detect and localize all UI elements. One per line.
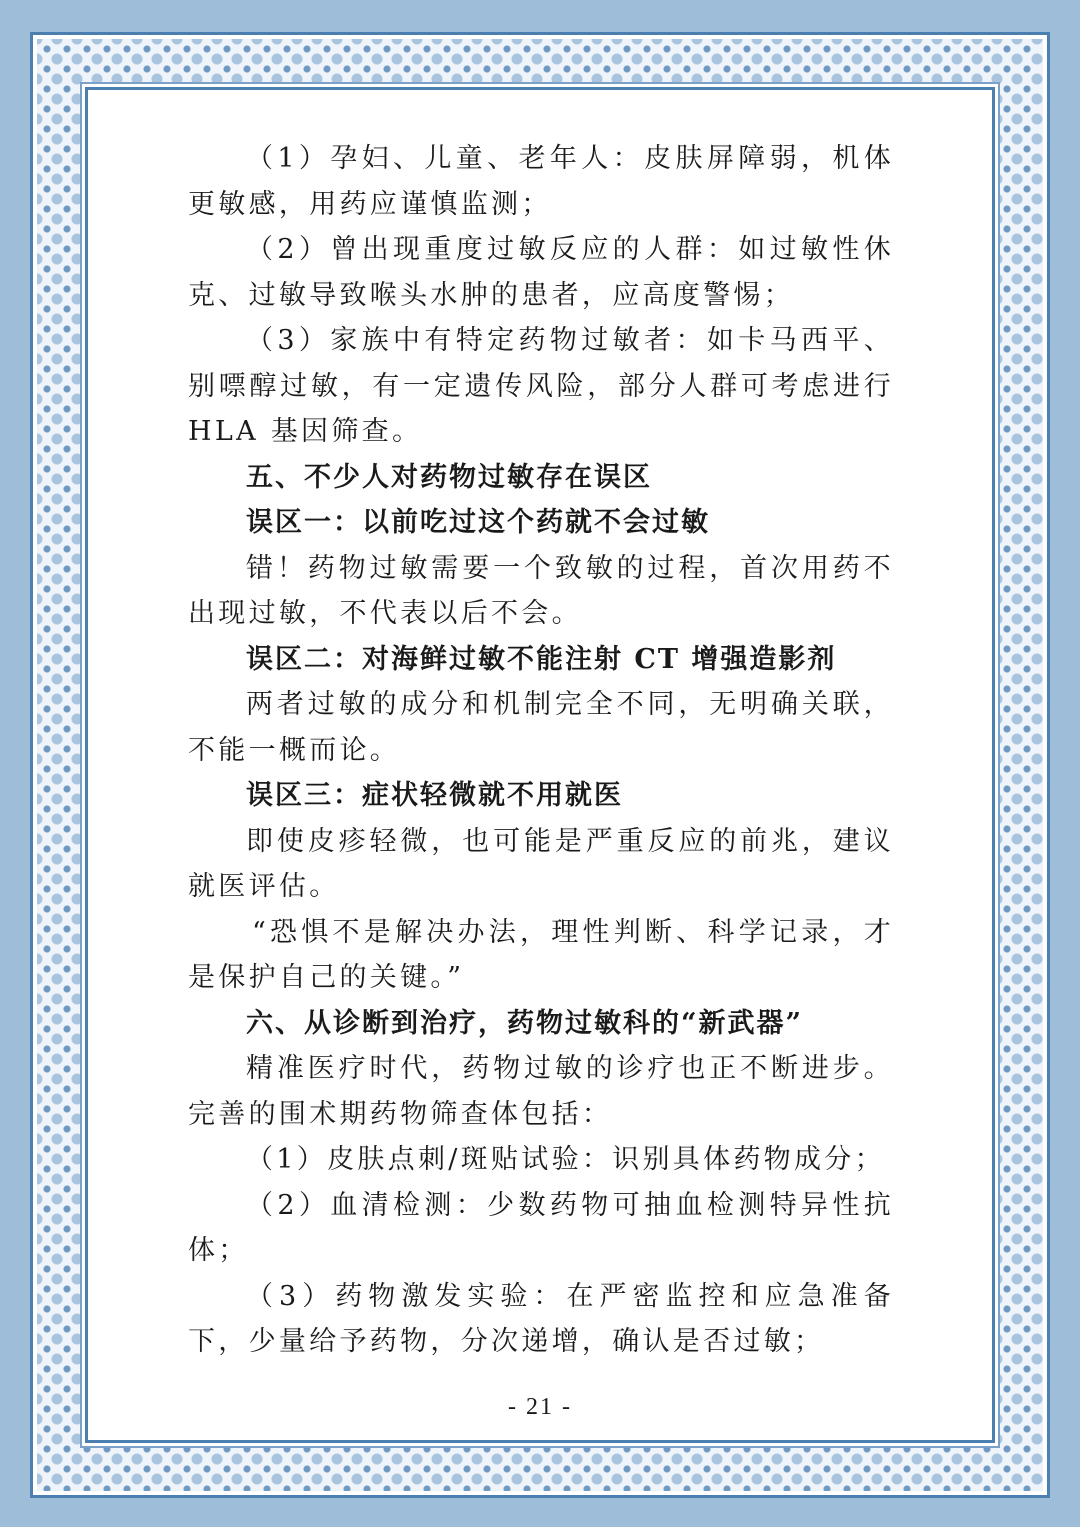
paragraph-item-2: （2）曾出现重度过敏反应的人群：如过敏性休克、过敏导致喉头水肿的患者，应高度警惕； — [188, 234, 894, 311]
misconception-text-3: 即使皮疹轻微，也可能是严重反应的前兆，建议就医评估。 — [188, 825, 894, 902]
section-heading-5: 五、不少人对药物过敏存在误区 — [246, 461, 652, 493]
misconception-heading-3: 误区三：症状轻微就不用就医 — [246, 780, 623, 811]
page-number: - 21 - — [508, 1394, 572, 1420]
section-heading-6: 六、从诊断到治疗，药物过敏科的“新武器” — [246, 1007, 804, 1039]
misconception-heading-1: 误区一：以前吃过这个药就不会过敏 — [246, 507, 710, 538]
misconception-text-2: 两者过敏的成分和机制完全不同，无明确关联，不能一概而论。 — [188, 689, 894, 766]
misconception-text-1: 错！药物过敏需要一个致敏的过程，首次用药不出现过敏，不代表以后不会。 — [188, 552, 894, 629]
paragraph-intro: 精准医疗时代，药物过敏的诊疗也正不断进步。完善的围术期药物筛查体包括： — [188, 1053, 894, 1130]
misconception-heading-2: 误区二：对海鲜过敏不能注射 CT 增强造影剂 — [246, 643, 837, 675]
paragraph-item-1: （1）孕妇、儿童、老年人：皮肤屏障弱，机体更敏感，用药应谨慎监测； — [188, 143, 894, 220]
list-item-3: （3）药物激发实验：在严密监控和应急准备下，少量给予药物，分次递增，确认是否过敏； — [188, 1280, 894, 1357]
document-body — [188, 136, 894, 1365]
paragraph-item-3: （3）家族中有特定药物过敏者：如卡马西平、别嘌醇过敏，有一定遗传风险，部分人群可考虑进行 HLA 基因筛查。 — [188, 325, 894, 447]
quote-paragraph: “恐惧不是解决办法，理性判断、科学记录，才是保护自己的关键。” — [188, 916, 894, 993]
list-item-1: （1）皮肤点刺/斑贴试验：识别具体药物成分； — [246, 1144, 885, 1175]
list-item-2: （2）血清检测：少数药物可抽血检测特异性抗体； — [188, 1189, 894, 1266]
